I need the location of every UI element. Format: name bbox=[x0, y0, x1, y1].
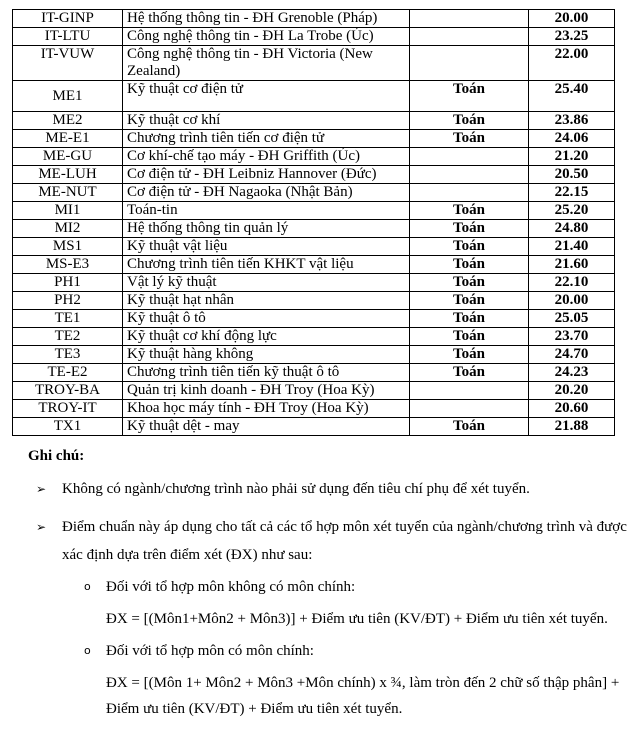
cutoff-score-cell: 20.20 bbox=[529, 382, 615, 400]
table-row bbox=[13, 328, 615, 346]
tiebreak-subject-cell bbox=[410, 400, 529, 418]
table-row bbox=[13, 28, 615, 46]
tiebreak-subject-cell: Toán bbox=[410, 112, 529, 130]
tiebreak-subject-cell: Toán bbox=[410, 418, 529, 436]
program-code-cell: ME1 bbox=[13, 81, 123, 112]
cutoff-score-cell: 20.60 bbox=[529, 400, 615, 418]
tiebreak-subject-cell bbox=[410, 166, 529, 184]
program-code-cell: MS1 bbox=[13, 238, 123, 256]
tiebreak-subject-cell bbox=[410, 184, 529, 202]
program-code-cell: TE2 bbox=[13, 328, 123, 346]
admission-score-table bbox=[12, 9, 615, 436]
program-name-cell: Hệ thống thông tin - ĐH Grenoble (Pháp) bbox=[123, 10, 410, 28]
cutoff-score-cell: 23.70 bbox=[529, 328, 615, 346]
cutoff-score-cell: 24.23 bbox=[529, 364, 615, 382]
table-row bbox=[13, 418, 615, 436]
note-sub-2-text: Đối với tổ hợp môn có môn chính: bbox=[106, 643, 314, 659]
tiebreak-subject-cell: Toán bbox=[410, 202, 529, 220]
table-row bbox=[13, 148, 615, 166]
cutoff-score-cell: 21.88 bbox=[529, 418, 615, 436]
table-row bbox=[13, 184, 615, 202]
note-sub-1-text: Đối với tổ hợp môn không có môn chính: bbox=[106, 579, 356, 595]
cutoff-score-cell: 23.86 bbox=[529, 112, 615, 130]
cutoff-score-cell: 21.60 bbox=[529, 256, 615, 274]
tiebreak-subject-cell bbox=[410, 46, 529, 81]
tiebreak-subject-cell: Toán bbox=[410, 238, 529, 256]
cutoff-score-cell: 22.00 bbox=[529, 46, 615, 81]
tiebreak-subject-cell bbox=[410, 28, 529, 46]
program-code-cell: ME-LUH bbox=[13, 166, 123, 184]
table-row bbox=[13, 166, 615, 184]
tiebreak-subject-cell: Toán bbox=[410, 256, 529, 274]
cutoff-score-cell: 25.40 bbox=[529, 81, 615, 112]
table-row bbox=[13, 130, 615, 148]
program-name-cell: Cơ khí-chế tạo máy - ĐH Griffith (Úc) bbox=[123, 148, 410, 166]
table-row bbox=[13, 238, 615, 256]
program-name-cell: Chương trình tiên tiến cơ điện tử bbox=[123, 130, 410, 148]
tiebreak-subject-cell: Toán bbox=[410, 328, 529, 346]
program-name-cell: Quản trị kinh doanh - ĐH Troy (Hoa Kỳ) bbox=[123, 382, 410, 400]
formula-2-line-1: ĐX = [(Môn 1+ Môn2 + Môn3 +Môn chính) x ¾, làm tròn đến 2 chữ số thập phân] + bbox=[106, 675, 620, 691]
program-name-cell: Kỹ thuật cơ điện tử bbox=[123, 81, 410, 112]
notes-title: Ghi chú: bbox=[28, 448, 85, 464]
program-name-cell: Khoa học máy tính - ĐH Troy (Hoa Kỳ) bbox=[123, 400, 410, 418]
note-bullet-2-line-1: Điểm chuẩn này áp dụng cho tất cả các tổ hợp môn xét tuyển của ngành/chương trình và được bbox=[62, 519, 627, 535]
table-row bbox=[13, 364, 615, 382]
table-row bbox=[13, 310, 615, 328]
tiebreak-subject-cell: Toán bbox=[410, 292, 529, 310]
program-code-cell: IT-LTU bbox=[13, 28, 123, 46]
program-name-cell: Chương trình tiên tiến KHKT vật liệu bbox=[123, 256, 410, 274]
program-code-cell: TE3 bbox=[13, 346, 123, 364]
program-name-cell: Cơ điện tử - ĐH Nagaoka (Nhật Bản) bbox=[123, 184, 410, 202]
program-code-cell: IT-VUW bbox=[13, 46, 123, 81]
program-code-cell: TE1 bbox=[13, 310, 123, 328]
program-code-cell: PH2 bbox=[13, 292, 123, 310]
cutoff-score-cell: 24.06 bbox=[529, 130, 615, 148]
program-code-cell: ME2 bbox=[13, 112, 123, 130]
tiebreak-subject-cell bbox=[410, 382, 529, 400]
formula-1: ĐX = [(Môn1+Môn2 + Môn3)] + Điểm ưu tiên (KV/ĐT) + Điểm ưu tiên xét tuyển. bbox=[106, 611, 608, 627]
cutoff-score-cell: 20.00 bbox=[529, 10, 615, 28]
program-code-cell: MS-E3 bbox=[13, 256, 123, 274]
program-code-cell: TROY-IT bbox=[13, 400, 123, 418]
tiebreak-subject-cell: Toán bbox=[410, 220, 529, 238]
note-sub-2 bbox=[28, 641, 628, 661]
table-row bbox=[13, 202, 615, 220]
program-name-cell: Kỹ thuật dệt - may bbox=[123, 418, 410, 436]
table-row bbox=[13, 46, 615, 81]
circle-bullet-icon: o bbox=[84, 644, 91, 657]
cutoff-score-cell: 20.00 bbox=[529, 292, 615, 310]
cutoff-score-cell: 22.10 bbox=[529, 274, 615, 292]
table-row bbox=[13, 112, 615, 130]
program-code-cell: TROY-BA bbox=[13, 382, 123, 400]
cutoff-score-cell: 24.80 bbox=[529, 220, 615, 238]
program-code-cell: ME-GU bbox=[13, 148, 123, 166]
arrow-bullet-icon: ➢ bbox=[36, 482, 47, 496]
tiebreak-subject-cell bbox=[410, 10, 529, 28]
cutoff-score-cell: 23.25 bbox=[529, 28, 615, 46]
table-row bbox=[13, 81, 615, 112]
program-name-cell: Kỹ thuật hạt nhân bbox=[123, 292, 410, 310]
program-name-cell: Chương trình tiên tiến kỹ thuật ô tô bbox=[123, 364, 410, 382]
program-name-cell: Vật lý kỹ thuật bbox=[123, 274, 410, 292]
table-row bbox=[13, 274, 615, 292]
program-name-cell: Cơ điện tử - ĐH Leibniz Hannover (Đức) bbox=[123, 166, 410, 184]
program-name-cell: Toán-tin bbox=[123, 202, 410, 220]
tiebreak-subject-cell: Toán bbox=[410, 310, 529, 328]
note-bullet-2 bbox=[28, 517, 628, 565]
table-row bbox=[13, 292, 615, 310]
program-name-cell: Hệ thống thông tin quản lý bbox=[123, 220, 410, 238]
tiebreak-subject-cell: Toán bbox=[410, 130, 529, 148]
tiebreak-subject-cell bbox=[410, 148, 529, 166]
program-name-cell: Công nghệ thông tin - ĐH La Trobe (Úc) bbox=[123, 28, 410, 46]
program-name-cell: Kỹ thuật hàng không bbox=[123, 346, 410, 364]
cutoff-score-cell: 22.15 bbox=[529, 184, 615, 202]
circle-bullet-icon: o bbox=[84, 580, 91, 593]
program-code-cell: IT-GINP bbox=[13, 10, 123, 28]
program-name-cell: Kỹ thuật vật liệu bbox=[123, 238, 410, 256]
cutoff-score-cell: 25.05 bbox=[529, 310, 615, 328]
program-code-cell: MI2 bbox=[13, 220, 123, 238]
program-code-cell: PH1 bbox=[13, 274, 123, 292]
cutoff-score-cell: 21.20 bbox=[529, 148, 615, 166]
program-name-cell: Kỹ thuật cơ khí bbox=[123, 112, 410, 130]
table-row bbox=[13, 10, 615, 28]
program-name-cell: Kỹ thuật cơ khí động lực bbox=[123, 328, 410, 346]
cutoff-score-cell: 25.20 bbox=[529, 202, 615, 220]
table-row bbox=[13, 400, 615, 418]
program-name-cell: Kỹ thuật ô tô bbox=[123, 310, 410, 328]
program-name-cell: Công nghệ thông tin - ĐH Victoria (New Zealand) bbox=[123, 46, 410, 81]
note-bullet-1 bbox=[28, 479, 628, 499]
program-code-cell: TX1 bbox=[13, 418, 123, 436]
tiebreak-subject-cell: Toán bbox=[410, 364, 529, 382]
note-bullet-1-text: Không có ngành/chương trình nào phải sử dụng đến tiêu chí phụ để xét tuyển. bbox=[62, 481, 530, 497]
table-row bbox=[13, 256, 615, 274]
program-code-cell: TE-E2 bbox=[13, 364, 123, 382]
formula-2-line-2: Điểm ưu tiên (KV/ĐT) + Điểm ưu tiên xét tuyển. bbox=[106, 701, 403, 717]
table-row bbox=[13, 220, 615, 238]
tiebreak-subject-cell: Toán bbox=[410, 81, 529, 112]
table-body bbox=[13, 10, 615, 436]
tiebreak-subject-cell: Toán bbox=[410, 274, 529, 292]
cutoff-score-cell: 20.50 bbox=[529, 166, 615, 184]
table-row bbox=[13, 346, 615, 364]
cutoff-score-cell: 21.40 bbox=[529, 238, 615, 256]
program-code-cell: ME-NUT bbox=[13, 184, 123, 202]
note-bullet-2-line-2: xác định dựa trên điểm xét (ĐX) như sau: bbox=[62, 547, 313, 563]
tiebreak-subject-cell: Toán bbox=[410, 346, 529, 364]
program-code-cell: ME-E1 bbox=[13, 130, 123, 148]
program-code-cell: MI1 bbox=[13, 202, 123, 220]
notes-section bbox=[28, 446, 628, 719]
note-sub-1 bbox=[28, 577, 628, 597]
table-row bbox=[13, 382, 615, 400]
arrow-bullet-icon: ➢ bbox=[36, 520, 47, 534]
cutoff-score-cell: 24.70 bbox=[529, 346, 615, 364]
